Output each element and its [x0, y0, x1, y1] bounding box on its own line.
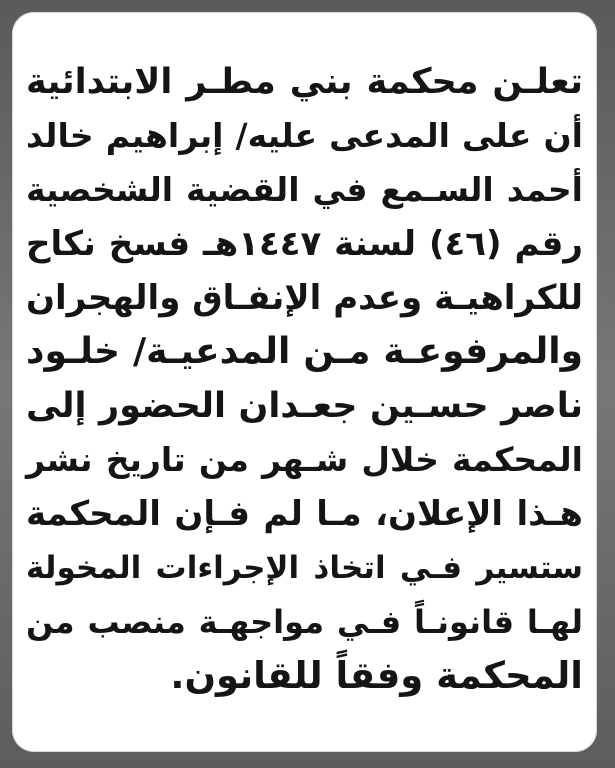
notice-line: ستسير فـي اتخاذ الإجراءات المخولة [26, 550, 583, 586]
notice-line: لهـا قانونـاً فـي مواجهـة منصب من [26, 603, 583, 641]
notice-line: والمرفوعـة مـن المدعيـة/ خلـود [26, 331, 583, 372]
notice-line: رقم (٤٦) لسنة ١٤٤٧هـ فسخ نكاح [26, 224, 583, 264]
notice-card [12, 12, 597, 752]
notice-line: المحكمة وفقاً للقانون. [170, 654, 583, 697]
notice-line: أن على المدعى عليه/ إبراهيم خالد [26, 116, 583, 155]
notice-line: المحكمة خلال شـهر من تاريخ نشر [26, 440, 583, 479]
notice-line: للكراهيـة وعدم الإنفـاق والهجران [26, 278, 583, 318]
notice-line: ناصر حسـين جعـدان الحضور إلى [26, 386, 583, 426]
notice-text [26, 55, 583, 703]
notice-line: أحمد السـمع في القضية الشخصية [26, 170, 583, 209]
notice-line: هـذا الإعلان، مـا لم فـإن المحكمة [26, 494, 583, 534]
notice-line: تعلـن محكمة بني مطـر الابتدائية [26, 62, 583, 102]
